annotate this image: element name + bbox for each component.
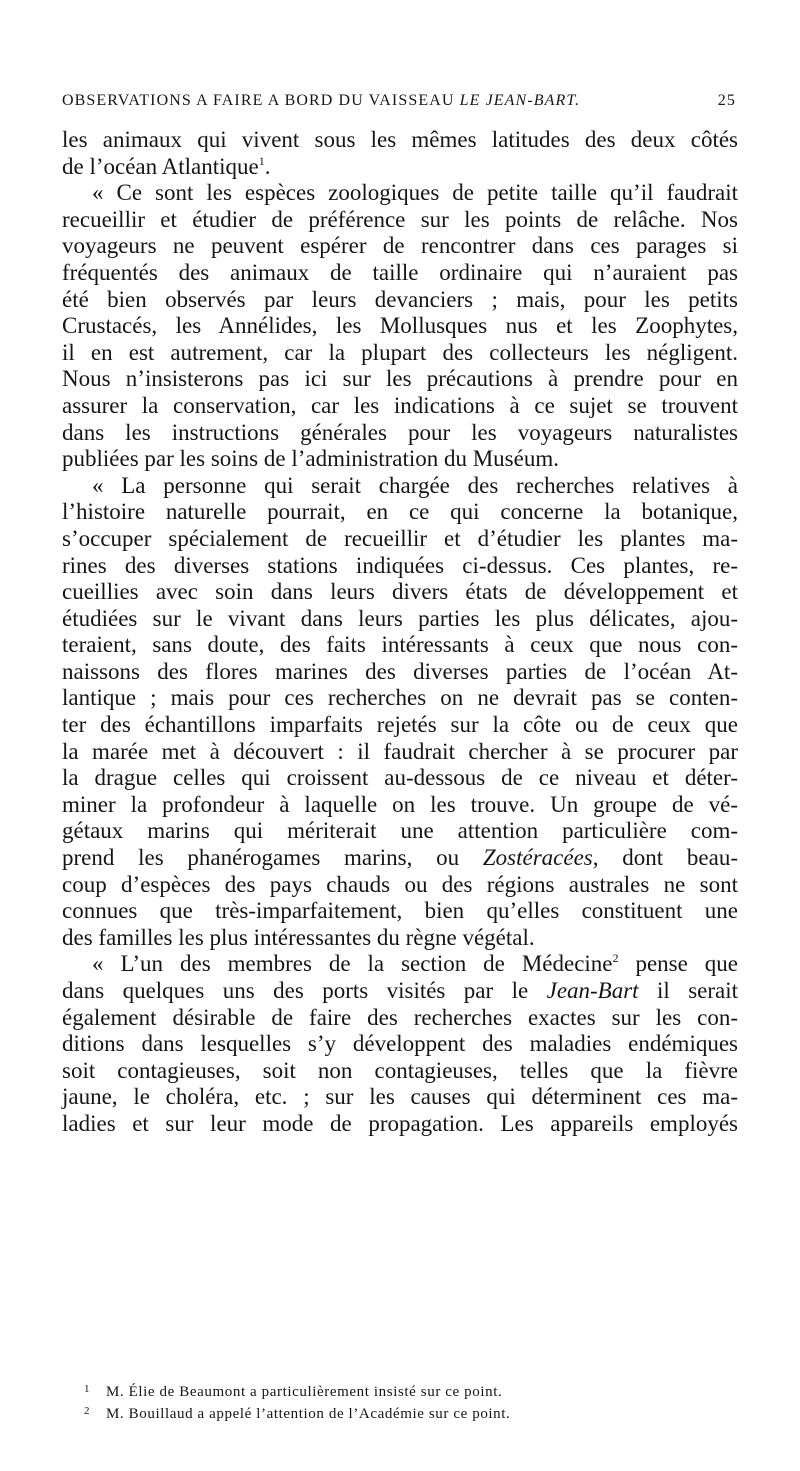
text-line: lantique ; mais pour ces recherches on ne devrait pas se conten- [62,685,738,711]
text-line: s’occuper spécialement de recueillir et d’étudier les plantes ma- [62,525,738,551]
text-line: l’histoire naturelle pourrait, en ce qui concerne la botanique, [62,499,738,525]
text-line: la marée met à découvert : il faudrait chercher à se procurer par [62,738,738,764]
text-line: ditions dans lesquelles s’y développent des maladies endémiques [62,1031,738,1057]
text-line: rines des diverses stations indiquées ci-dessus. Ces plantes, re- [62,552,738,578]
text-line: jaune, le choléra, etc. ; sur les causes qui déterminent ces ma- [62,1084,738,1110]
text-line: assurer la conservation, car les indications à ce sujet se trouvent [62,392,738,418]
text-line: cueillies avec soin dans leurs divers états de développement et [62,579,738,605]
text-line: fréquentés des animaux de taille ordinaire qui n’auraient pas [62,259,738,285]
text-line: « La personne qui serait chargée des recherches relatives à [92,472,738,498]
text-line: miner la profondeur à laquelle on les trouve. Un groupe de vé- [62,791,738,817]
text-line: Nous n’insisterons pas ici sur les précautions à prendre pour en [62,366,738,392]
text-line: prend les phanérogames marins, ou Zostéracées, dont beau- [62,845,738,871]
text-line: recueillir et étudier de préférence sur les points de relâche. Nos [62,206,738,232]
text-line: les animaux qui vivent sous les mêmes latitudes des deux côtés [62,127,738,152]
ship-name-inline: Jean-Bart [546,978,639,1003]
running-head [62,92,736,110]
text-line: soit contagieuses, soit non contagieuses, telles que la fièvre [62,1057,738,1083]
text-line: la drague celles qui croissent au-dessous de ce niveau et déter- [62,765,738,791]
footnote-mark: 2 [84,1405,91,1417]
footnote-ref: 1 [258,153,265,168]
text-line: teraient, sans doute, des faits intéressants à ceux que nous con- [62,632,738,658]
text-line: « L’un des membres de la section de Médecine$^2$ pense que [92,951,738,977]
text-line: voyageurs ne peuvent espérer de rencontrer dans ces parages si [62,233,738,259]
ship-name: LE JEAN-BART. [459,92,581,109]
text-line: également désirable de faire des recherches exactes sur les con- [62,1004,738,1030]
footnote-mark: 1 [84,1383,91,1395]
text-line: « Ce sont les espèces zoologiques de petite taille qu’il faudrait [92,180,738,206]
text-line: de l’océan Atlantique$^1$. [62,153,271,179]
text-line: ladies et sur leur mode de propagation. Les appareils employés [62,1110,738,1136]
text-line: étudiées sur le vivant dans leurs parties les plus délicates, ajou- [62,605,738,631]
footnote [84,1402,684,1424]
text-line: gétaux marins qui mériterait une attention particulière com- [62,818,738,844]
text-line: il en est autrement, car la plupart des collecteurs les négligent. [62,339,738,365]
text-line: dans les instructions générales pour les voyageurs naturalistes [62,419,738,445]
text-line: naissons des flores marines des diverses parties de l’océan At- [62,658,738,684]
text-line: publiées par les soins de l’administration du Muséum. [62,446,559,472]
footnotes [84,1380,684,1424]
text-line: ter des échantillons imparfaits rejetés sur la côte ou de ceux que [62,712,738,738]
footnote-ref: 2 [612,951,619,966]
text-line: coup d’espèces des pays chauds ou des régions australes ne sont [62,871,738,897]
footnote-text: M. Élie de Beaumont a particulièrement insisté sur ce point. [106,1384,503,1400]
text-line: connues que très-imparfaitement, bien qu’elles constituent une [62,898,738,924]
text-line: dans quelques uns des ports visités par le Jean-Bart il serait [62,978,738,1003]
footnote [84,1380,684,1402]
text-line: été bien observés par leurs devanciers ; mais, pour les petits [62,286,738,312]
footnote-text: M. Bouillaud a appelé l’attention de l’Académie sur ce point. [106,1406,511,1422]
text-line: Crustacés, les Annélides, les Mollusques nus et les Zoophytes, [62,313,738,339]
page-number: 25 [717,92,736,109]
taxon-name: Zostéracées [482,845,593,871]
body-text [62,127,738,1138]
running-title: OBSERVATIONS A FAIRE A BORD DU VAISSEAU LE JEAN-BART. [62,92,581,109]
text-line: des familles les plus intéressantes du règne végétal. [62,924,535,950]
